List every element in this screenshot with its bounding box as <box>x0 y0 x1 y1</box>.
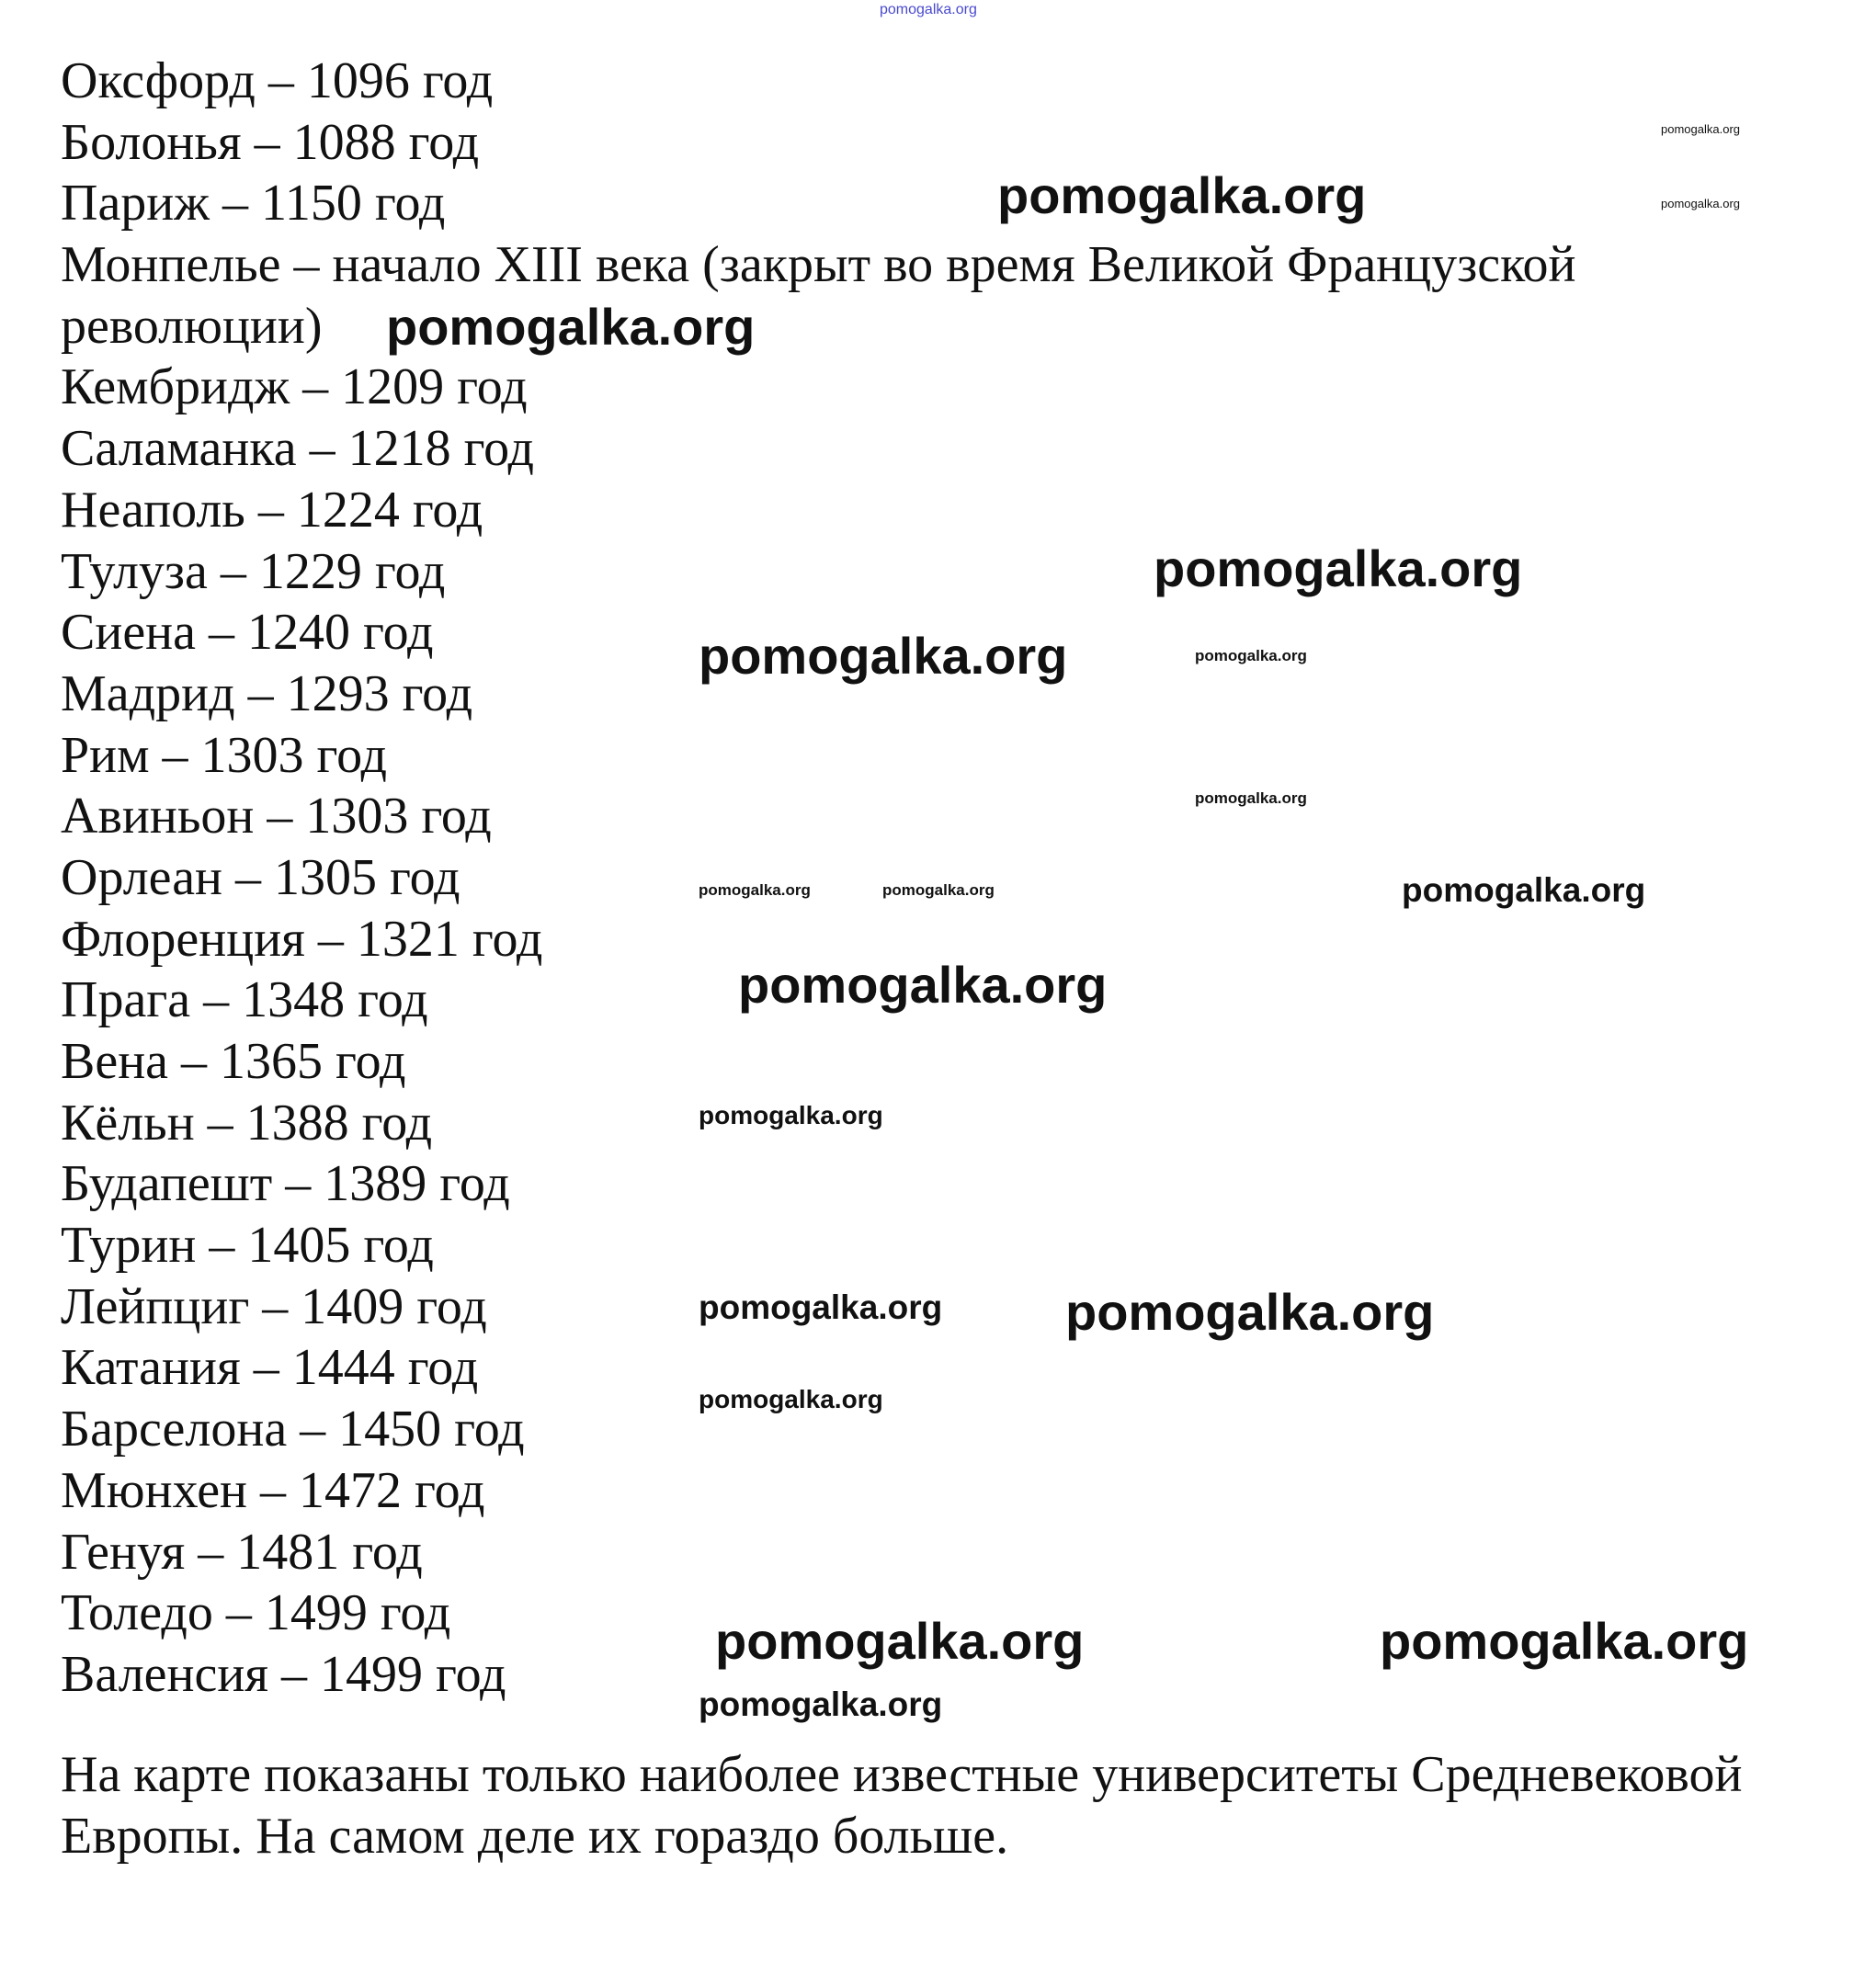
university-list <box>61 51 1575 1706</box>
watermark: pomogalka.org <box>699 1685 943 1723</box>
list-item: Барселона – 1450 год <box>61 1401 525 1458</box>
list-item: Кембридж – 1209 год <box>61 358 528 416</box>
list-item: Мадрид – 1293 год <box>61 664 473 722</box>
watermark: pomogalka.org <box>699 1101 883 1129</box>
watermark: pomogalka.org <box>1065 1283 1435 1341</box>
watermark: pomogalka.org <box>699 627 1068 685</box>
list-item: Болонья – 1088 год <box>61 113 480 171</box>
list-item: Будапешт – 1389 год <box>61 1155 510 1213</box>
watermark: pomogalka.org <box>1195 647 1307 664</box>
list-item: Авиньон – 1303 год <box>61 788 492 845</box>
watermark: pomogalka.org <box>1661 122 1740 136</box>
list-item: революции) <box>61 297 323 355</box>
list-item: Мюнхен – 1472 год <box>61 1461 485 1519</box>
list-item: Турин – 1405 год <box>61 1217 434 1275</box>
list-item: Прага – 1348 год <box>61 971 428 1029</box>
list-item: Вена – 1365 год <box>61 1033 406 1090</box>
watermark: pomogalka.org <box>880 2 977 17</box>
watermark: pomogalka.org <box>738 956 1108 1014</box>
list-item: Лейпциг – 1409 год <box>61 1277 487 1335</box>
list-item: Флоренция – 1321 год <box>61 910 543 968</box>
watermark: pomogalka.org <box>1154 539 1523 597</box>
watermark: pomogalka.org <box>699 1385 883 1413</box>
watermark: pomogalka.org <box>1661 197 1740 210</box>
list-item: Катания – 1444 год <box>61 1339 479 1397</box>
watermark: pomogalka.org <box>882 881 995 899</box>
list-item: Валенсия – 1499 год <box>61 1645 506 1703</box>
watermark: pomogalka.org <box>715 1612 1085 1670</box>
list-item: Неаполь – 1224 год <box>61 481 483 539</box>
list-item: Оксфорд – 1096 год <box>61 52 494 109</box>
footer-note: На карте показаны только наиболее известные университеты Средневековой Европы. На самом деле их гораздо больше. <box>61 1746 1743 1865</box>
list-item: Саламанка – 1218 год <box>61 420 535 478</box>
list-item: Кёльн – 1388 год <box>61 1094 433 1152</box>
watermark: pomogalka.org <box>997 166 1367 224</box>
list-item: Сиена – 1240 год <box>61 604 434 662</box>
list-item: Генуя – 1481 год <box>61 1523 423 1581</box>
watermark: pomogalka.org <box>386 298 756 356</box>
list-item: Рим – 1303 год <box>61 726 388 784</box>
watermark: pomogalka.org <box>699 881 811 899</box>
watermark: pomogalka.org <box>1195 789 1307 807</box>
watermark: pomogalka.org <box>1402 871 1646 909</box>
list-item: Париж – 1150 год <box>61 175 446 233</box>
list-item: Орлеан – 1305 год <box>61 848 460 906</box>
watermark: pomogalka.org <box>1380 1612 1749 1670</box>
list-item: Толедо – 1499 год <box>61 1584 451 1642</box>
watermark: pomogalka.org <box>699 1288 943 1326</box>
list-item: Тулуза – 1229 год <box>61 542 446 600</box>
list-item: Монпелье – начало XIII века (закрыт во время Великой Французской <box>61 236 1576 294</box>
